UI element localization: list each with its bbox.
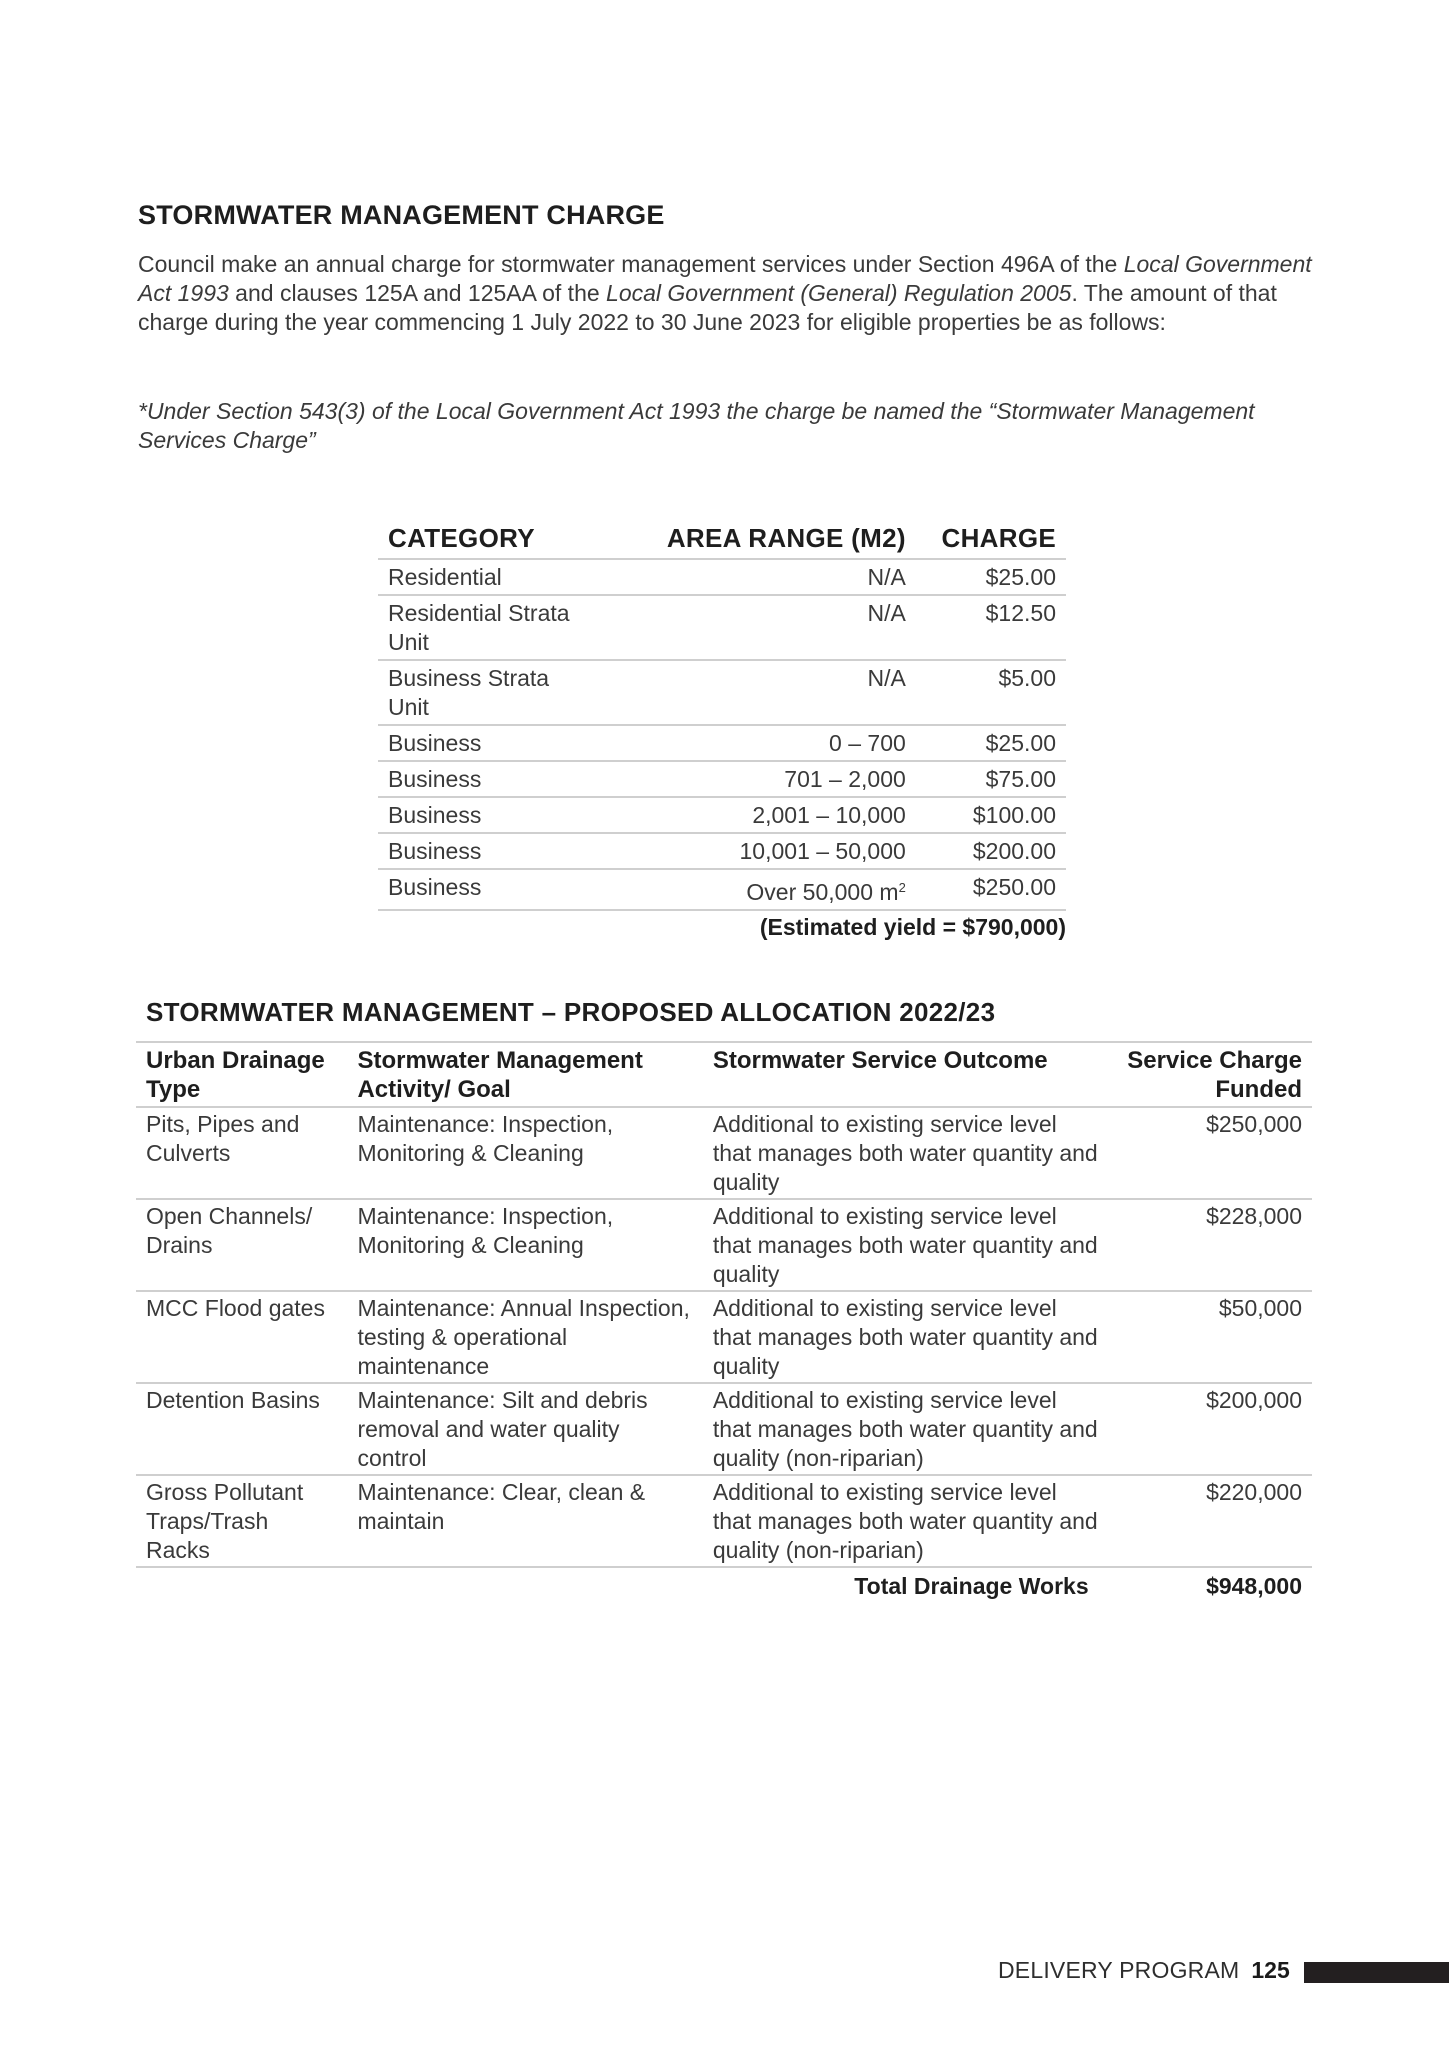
charge-cell: $100.00 xyxy=(916,797,1066,833)
intro-text-2: and clauses 125A and 125AA of the xyxy=(228,280,607,306)
activity-cell: Maintenance: Annual Inspection, testing & operational maintenance xyxy=(347,1291,702,1383)
header-category: CATEGORY xyxy=(378,520,601,559)
allocation-table xyxy=(136,1041,1312,1602)
drainage-type-cell: Detention Basins xyxy=(136,1383,347,1475)
intro-text-1: Council make an annual charge for stormwater management services under Section 496A of the xyxy=(138,251,1124,277)
charge-table-header-row xyxy=(378,520,1066,559)
intro-paragraph xyxy=(138,250,1313,337)
activity-cell: Maintenance: Inspection, Monitoring & Cleaning xyxy=(347,1107,702,1199)
intro-text-3: . The amount of that charge during the year commencing 1 July 2022 to 30 June 2023 for eligible properties be as follows: xyxy=(138,280,1277,335)
section-title-proposed-allocation: STORMWATER MANAGEMENT – PROPOSED ALLOCATION 2022/23 xyxy=(146,997,996,1027)
estimated-yield: (Estimated yield = $790,000) xyxy=(759,914,1066,940)
drainage-type-cell: Open Channels/ Drains xyxy=(136,1199,347,1291)
charge-row xyxy=(378,869,1066,910)
total-value: $948,000 xyxy=(1206,1573,1302,1599)
total-label: Total Drainage Works xyxy=(854,1573,1089,1599)
drainage-type-cell: Pits, Pipes and Culverts xyxy=(136,1107,347,1199)
outcome-cell: Additional to existing service level that manages both water quantity and quality xyxy=(703,1199,1111,1291)
activity-cell: Maintenance: Inspection, Monitoring & Cleaning xyxy=(347,1199,702,1291)
allocation-row xyxy=(136,1475,1312,1567)
area-cell: N/A xyxy=(601,595,916,660)
category-cell: Business xyxy=(378,869,601,910)
charge-row xyxy=(378,660,1066,725)
area-text: Over 50,000 m xyxy=(746,879,899,905)
area-superscript: 2 xyxy=(898,880,906,895)
funded-cell: $50,000 xyxy=(1111,1291,1312,1383)
drainage-type-cell: Gross Pollutant Traps/Trash Racks xyxy=(136,1475,347,1567)
charge-cell: $200.00 xyxy=(916,833,1066,869)
charge-row xyxy=(378,833,1066,869)
page-footer xyxy=(998,1955,1290,1985)
area-cell: 701 – 2,000 xyxy=(601,761,916,797)
category-cell: Business Strata Unit xyxy=(378,660,601,725)
activity-cell: Maintenance: Silt and debris removal and water quality control xyxy=(347,1383,702,1475)
charge-row xyxy=(378,725,1066,761)
funded-cell: $228,000 xyxy=(1111,1199,1312,1291)
charge-row xyxy=(378,559,1066,595)
estimated-yield-row xyxy=(378,910,1066,944)
allocation-header-row xyxy=(136,1042,1312,1107)
allocation-row xyxy=(136,1291,1312,1383)
category-cell: Business xyxy=(378,833,601,869)
header-area-range: AREA RANGE (M2) xyxy=(601,520,916,559)
category-cell: Business xyxy=(378,797,601,833)
intro-act-citation: Local Government Act 1993 xyxy=(138,251,1312,306)
charge-cell: $25.00 xyxy=(916,725,1066,761)
area-cell xyxy=(601,869,916,910)
footer-decorative-bar xyxy=(1304,1962,1449,1983)
category-cell: Residential Strata Unit xyxy=(378,595,601,660)
drainage-type-cell: MCC Flood gates xyxy=(136,1291,347,1383)
category-cell: Residential xyxy=(378,559,601,595)
category-cell: Business xyxy=(378,725,601,761)
header-service-outcome: Stormwater Service Outcome xyxy=(703,1042,1111,1107)
area-cell: 10,001 – 50,000 xyxy=(601,833,916,869)
area-cell: 2,001 – 10,000 xyxy=(601,797,916,833)
area-cell: N/A xyxy=(601,660,916,725)
charge-cell: $5.00 xyxy=(916,660,1066,725)
naming-note: *Under Section 543(3) of the Local Government Act 1993 the charge be named the “Stormwater Management Services Charge” xyxy=(138,398,1255,453)
outcome-cell: Additional to existing service level that manages both water quantity and quality (non-riparian) xyxy=(703,1475,1111,1567)
footer-document-name: DELIVERY PROGRAM xyxy=(998,1956,1240,1983)
charge-cell: $250.00 xyxy=(916,869,1066,910)
header-activity-goal: Stormwater Management Activity/ Goal xyxy=(347,1042,702,1107)
header-drainage-type: Urban Drainage Type xyxy=(136,1042,347,1107)
outcome-cell: Additional to existing service level that manages both water quantity and quality xyxy=(703,1107,1111,1199)
allocation-row xyxy=(136,1199,1312,1291)
intro-regulation-citation: Local Government (General) Regulation 2005 xyxy=(606,280,1072,306)
charge-cell: $12.50 xyxy=(916,595,1066,660)
charge-row xyxy=(378,761,1066,797)
charge-row xyxy=(378,797,1066,833)
total-row xyxy=(136,1567,1312,1602)
header-charge-funded: Service Charge Funded xyxy=(1111,1042,1312,1107)
area-cell: 0 – 700 xyxy=(601,725,916,761)
funded-cell: $220,000 xyxy=(1111,1475,1312,1567)
section-title-stormwater-charge: STORMWATER MANAGEMENT CHARGE xyxy=(138,200,665,230)
funded-cell: $250,000 xyxy=(1111,1107,1312,1199)
charge-cell: $25.00 xyxy=(916,559,1066,595)
outcome-cell: Additional to existing service level that manages both water quantity and quality (non-riparian) xyxy=(703,1383,1111,1475)
allocation-row xyxy=(136,1107,1312,1199)
page-number: 125 xyxy=(1251,1956,1290,1983)
charge-row xyxy=(378,595,1066,660)
category-cell: Business xyxy=(378,761,601,797)
allocation-row xyxy=(136,1383,1312,1475)
funded-cell: $200,000 xyxy=(1111,1383,1312,1475)
charge-cell: $75.00 xyxy=(916,761,1066,797)
header-charge: CHARGE xyxy=(916,520,1066,559)
area-cell: N/A xyxy=(601,559,916,595)
activity-cell: Maintenance: Clear, clean & maintain xyxy=(347,1475,702,1567)
charge-table xyxy=(378,520,1066,944)
outcome-cell: Additional to existing service level that manages both water quantity and quality xyxy=(703,1291,1111,1383)
